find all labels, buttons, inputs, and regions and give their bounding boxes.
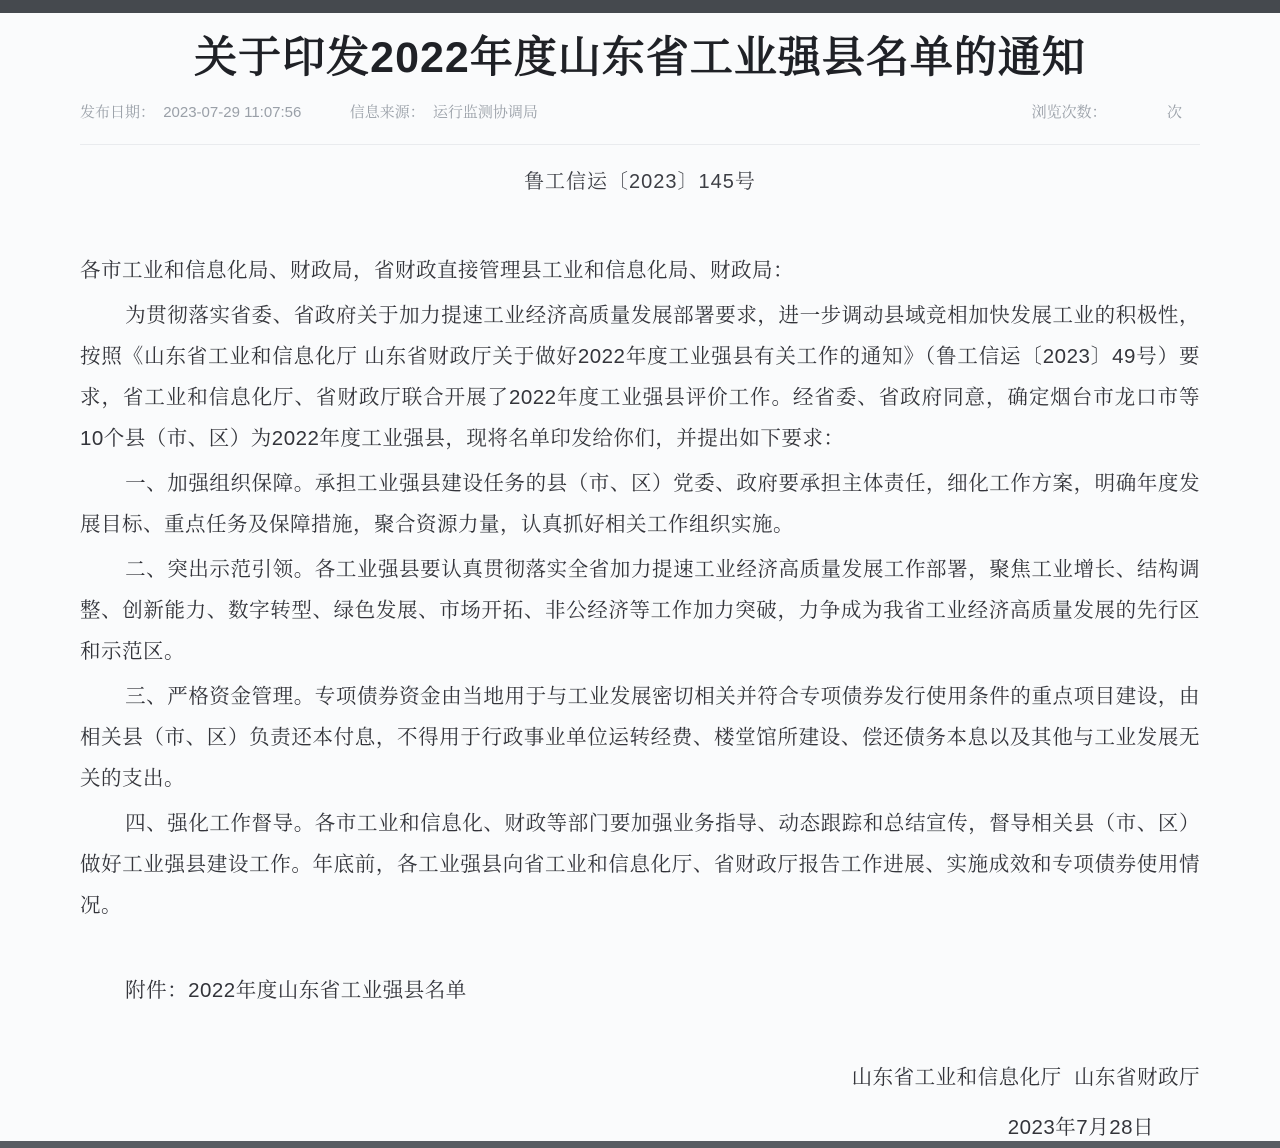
issuer-signature: 山东省工业和信息化厅 山东省财政厅 — [851, 1066, 1200, 1089]
publish-date-label: 发布日期： — [80, 104, 156, 121]
views-unit: 次 — [1166, 104, 1182, 121]
page-title: 关于印发2022年度山东省工业强县名单的通知 — [194, 34, 1086, 82]
source-label: 信息来源： — [349, 104, 425, 121]
paragraph-item-2: 二、突出示范引领。各工业强县要认真贯彻落实全省加力提速工业经济高质量发展工作部署，聚焦工业增长、结构调整、创新能力、数字转型、绿色发展、市场开拓、非公经济等工作加力突破，力争成为我省工业经济高质量发展的先行区和示范区。 — [80, 558, 1200, 663]
meta-left-group — [80, 101, 542, 122]
paragraph-item-3: 三、严格资金管理。专项债券资金由当地用于与工业发展密切相关并符合专项债券发行使用条件的重点项目建设，由相关县（市、区）负责还本付息，不得用于行政事业单位运转经费、楼堂馆所建设、偿还债务本息以及其他与工业发展无关的支出。 — [80, 685, 1200, 790]
doc-number: 鲁工信运〔2023〕145号 — [524, 171, 756, 193]
paragraph-item-4: 四、强化工作督导。各市工业和信息化、财政等部门要加强业务指导、动态跟踪和总结宣传，督导相关县（市、区）做好工业强县建设工作。年底前，各工业强县向省工业和信息化厅、省财政厅报告工作进展、实施成效和专项债券使用情况。 — [80, 812, 1200, 917]
source-value: 运行监测协调局 — [432, 104, 538, 121]
paragraph-item-1: 一、加强组织保障。承担工业强县建设任务的县（市、区）党委、政府要承担主体责任，细化工作方案，明确年度发展目标、重点任务及保障措施，聚合资源力量，认真抓好相关工作组织实施。 — [80, 472, 1200, 536]
salutation: 各市工业和信息化局、财政局，省财政直接管理县工业和信息化局、财政局： — [80, 259, 794, 282]
article-meta — [80, 101, 1200, 122]
attachment-line: 附件：2022年度山东省工业强县名单 — [125, 979, 467, 1002]
window-bottom-edge — [0, 1141, 1280, 1148]
header-divider — [80, 144, 1200, 145]
window-top-edge — [0, 0, 1280, 13]
views-label: 浏览次数： — [1031, 104, 1107, 121]
paragraph-intro: 为贯彻落实省委、省政府关于加力提速工业经济高质量发展部署要求，进一步调动县域竞相加快发展工业的积极性，按照《山东省工业和信息化厅 山东省财政厅关于做好2022年度工业强县有关工作的通知》（鲁工信运〔2023〕49号）要求，省工业和信息化厅、省财政厅联合开展了2022年度工业强县评价工作。经省委、省政府同意，确定烟台市龙口市等10个县（市、区）为2022年度工业强县，现将名单印发给你们，并提出如下要求： — [80, 304, 1200, 450]
document-body — [80, 250, 1200, 1148]
article-page — [80, 13, 1200, 1148]
meta-views-group — [1032, 101, 1200, 122]
publish-date-value: 2023-07-29 11:07:56 — [163, 104, 302, 121]
issue-date: 2023年7月28日 — [1007, 1116, 1154, 1139]
